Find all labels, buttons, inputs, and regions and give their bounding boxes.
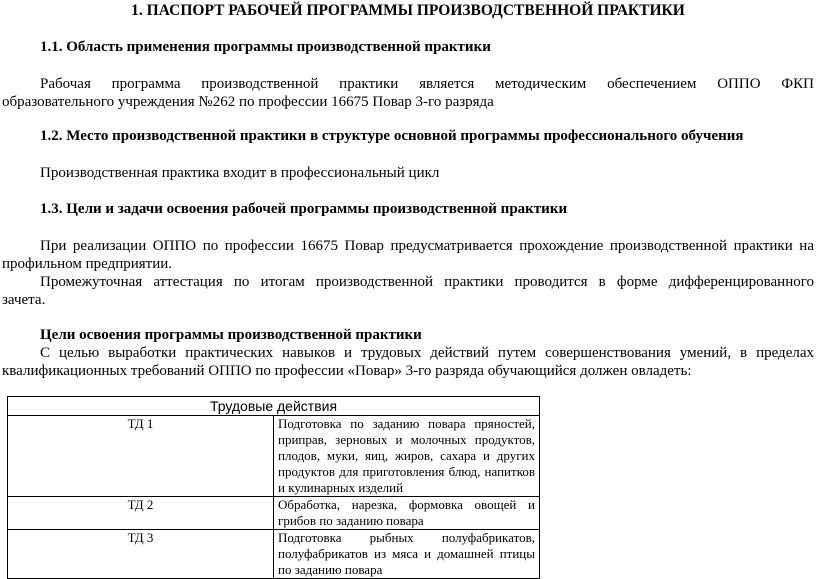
table-cell-text: Подготовка рыбных полуфабрикатов, полуфабрикатов из мяса и домашней птицы по заданию повара [274, 530, 540, 579]
document-title: 1. ПАСПОРТ РАБОЧЕЙ ПРОГРАММЫ ПРОИЗВОДСТВЕННОЙ ПРАКТИКИ [131, 2, 685, 19]
table-cell-text: Обработка, нарезка, формовка овощей и грибов по заданию повара [274, 497, 540, 530]
section-1-3-text1-line1: При реализации ОППО по профессии 16675 Повар предусматривается прохождение производственной практики на [40, 238, 814, 254]
goals-text-line2: квалификационных требований ОППО по профессии «Повар» 3-го разряда обучающийся должен овладеть: [2, 363, 692, 379]
section-heading-1-1: 1.1. Область применения программы производственной практики [40, 39, 491, 55]
labor-actions-table [7, 396, 540, 579]
table-row [8, 530, 540, 579]
table-header: Трудовые действия [8, 397, 540, 416]
section-heading-1-3: 1.3. Цели и задачи освоения рабочей программы производственной практики [40, 201, 568, 217]
table-row [8, 416, 540, 497]
goals-text-line1: С целью выработки практических навыков и трудовых действий путем совершенствования умений, в пределах [40, 345, 814, 361]
table-row [8, 497, 540, 530]
table-cell-code: ТД 1 [8, 416, 274, 497]
table-cell-text: Подготовка по заданию повара пряностей, приправ, зерновых и молочных продуктов, плодов, муки, яиц, жиров, сахара и других продуктов для приготовления блюд, напитков и кулинарных изделий [274, 416, 540, 497]
section-1-3-text2-line1: Промежуточная аттестация по итогам производственной практики проводится в форме дифференцированного [40, 274, 814, 290]
section-1-1-text-line1: Рабочая программа производственной практики является методическим обеспечением ОППО ФКП [40, 76, 814, 92]
section-1-2-text: Производственная практика входит в профессиональный цикл [40, 165, 440, 181]
labor-actions-table-wrap [7, 396, 540, 579]
table-cell-code: ТД 3 [8, 530, 274, 579]
section-1-1-text-line2: образовательного учреждения №262 по профессии 16675 Повар 3-го разряда [2, 94, 494, 110]
section-1-3-text1-line2: профильном предприятии. [2, 256, 173, 272]
section-heading-1-2: 1.2. Место производственной практики в структуре основной программы профессионального обучения [40, 128, 744, 144]
table-cell-code: ТД 2 [8, 497, 274, 530]
goals-heading: Цели освоения программы производственной практики [40, 327, 422, 343]
table-header-row [8, 397, 540, 416]
section-1-3-text2-line2: зачета. [2, 292, 46, 308]
